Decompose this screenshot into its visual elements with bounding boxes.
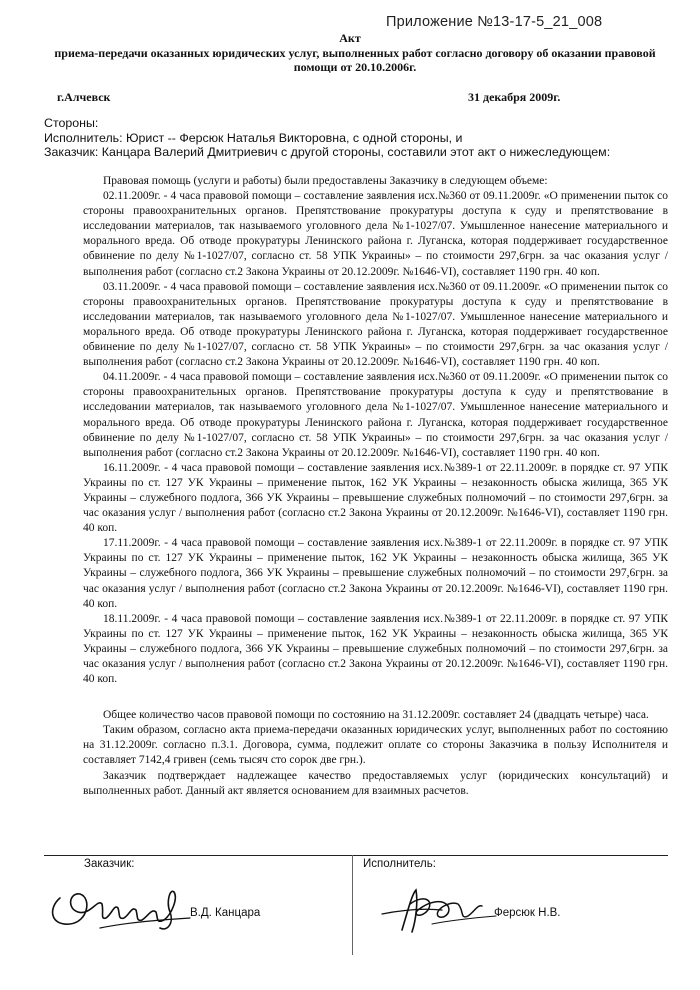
document-date: 31 декабря 2009г. bbox=[468, 90, 561, 104]
document-title: Акт bbox=[339, 31, 361, 45]
customer-signature-name: В.Д. Канцара bbox=[190, 907, 261, 919]
parties-label: Стороны: bbox=[44, 116, 99, 130]
customer-signature-icon bbox=[40, 868, 200, 938]
parties-block bbox=[44, 116, 664, 160]
appendix-reference: Приложение №13-17-5_21_008 bbox=[386, 14, 603, 30]
executor-signature-name: Ферсюк Н.В. bbox=[494, 907, 561, 919]
customer-line: Заказчик: Канцара Валерий Дмитриевич с другой стороны, составили этот акт о нижеследующем: bbox=[44, 145, 611, 160]
act-body bbox=[83, 174, 668, 799]
intro-paragraph: Правовая помощь (услуги и работы) были предоставлены Заказчику в следующем объеме: bbox=[103, 175, 548, 187]
service-item-6: 18.11.2009г. - 4 часа правовой помощи – составление заявления исх.№389-1 от 22.11.2009г. в порядке ст. 97 УПК Украины по ст. 127 УК Украины – применение пыток, 162 УК Украины – незаконность обыска жилища, 365 УК Украины – служебного подлога, 366 УК Украины – превышение служебных полномочий – по стоимости 297,6грн. за час оказания услуг / выполнения работ (согласно ст.2 Закона Украины от 20.12.2009г. №1646-VI), составляет 1190 грн. 40 коп. bbox=[83, 612, 668, 686]
executor-signature-label: Исполнитель: bbox=[363, 858, 436, 870]
customer-signature-label: Заказчик: bbox=[84, 858, 135, 870]
document-subtitle: приема-передачи оказанных юридических услуг, выполненных работ согласно договору об оказании правовой помощи от 20.10.2006г. bbox=[54, 46, 656, 74]
service-item-3: 04.11.2009г. - 4 часа правовой помощи – составление заявления исх.№360 от 09.11.2009г. «О применении пыток со стороны правоохранительных органов. Препятствование прокуратуры доступа к суду и препятствование в исследовании материалов, так называемого уголовного дела №1-1027/07. Умышленное нанесение материального и морального вреда. Об отводе прокуратуры Ленинского района г. Луганска, которая поддерживает государственное обвинение по делу №1-1027/07, согласно ст. 58 УПК Украины» – по стоимости 297,6грн. за час оказания услуг / выполнения работ (согласно ст.2 Закона Украины от 20.12.2009г. №1646-VI), составляет 1190 грн. 40 коп. bbox=[83, 371, 668, 459]
service-item-5: 17.11.2009г. - 4 часа правовой помощи – составление заявления исх.№389-1 от 22.11.2009г. в порядке ст. 97 УПК Украины по ст. 127 УК Украины – применение пыток, 162 УК Украины – незаконность обыска жилища, 365 УК Украины – служебного подлога, 366 УК Украины – превышение служебных полномочий – по стоимости 297,6грн. за час оказания услуг / выполнения работ (согласно ст.2 Закона Украины от 20.12.2009г. №1646-VI), составляет 1190 грн. 40 коп. bbox=[83, 537, 668, 610]
service-item-4: 16.11.2009г. - 4 часа правовой помощи – составление заявления исх.№389-1 от 22.11.2009г. в порядке ст. 97 УПК Украины по ст. 127 УК Украины – применение пыток, 162 УК Украины – незаконность обыска жилища, 365 УК Украины – служебного подлога, 366 УК Украины – превышение служебных полномочий – по стоимости 297,6грн. за час оказания услуг / выполнения работ (согласно ст.2 Закона Украины от 20.12.2009г. №1646-VI), составляет 1190 грн. 40 коп. bbox=[83, 461, 668, 535]
service-item-2: 03.11.2009г. - 4 часа правовой помощи – составление заявления исх.№360 от 09.11.2009г. «О применении пыток со стороны правоохранительных органов. Препятствование прокуратуры доступа к суду и препятствование в исследовании материалов, так называемого уголовного дела №1-1027/07. Умышленное нанесение материального и морального вреда. Об отводе прокуратуры Ленинского района г. Луганска, которая поддерживает государственное обвинение по делу №1-1027/07, согласно ст. 58 УПК Украины» – по стоимости 297,6грн. за час оказания услуг / выполнения работ (согласно ст.2 Закона Украины от 20.12.2009г. №1646-VI), составляет 1190 грн. 40 коп. bbox=[83, 280, 668, 369]
signature-column-divider bbox=[352, 855, 353, 955]
payment-paragraph: Таким образом, согласно акта приема-передачи оказанных юридических услуг, выполненных работ по состоянию на 31.12.2009г. согласно п.3.1. Договора, сумма, подлежит оплате со стороны Заказчика в пользу Исполнителя и составляет 7142,4 гривен (семь тысяч сто сорок две грн.). bbox=[83, 724, 668, 767]
executor-line: Исполнитель: Юрист -- Ферсюк Наталья Викторовна, с одной стороны, и bbox=[44, 130, 463, 145]
place: г.Алчевск bbox=[57, 90, 111, 104]
service-item-1: 02.11.2009г. - 4 часа правовой помощи – составление заявления исх.№360 от 09.11.2009г. «О применении пыток со стороны правоохранительных органов. Препятствование прокуратуры доступа к суду и препятствование в исследовании материалов, так называемого уголовного дела №1-1027/07. Умышленное нанесение материального и морального вреда. Об отводе прокуратуры Ленинского района г. Луганска, которая поддерживает государственное обвинение по делу №1-1027/07, согласно ст. 58 УПК Украины» – по стоимости 297,6грн. за час оказания услуг / выполнения работ (согласно ст.2 Закона Украины от 20.12.2009г. №1646-VI), составляет 1190 грн. 40 коп. bbox=[83, 190, 668, 278]
confirmation-paragraph: Заказчик подтверждает надлежащее качество предоставляемых услуг (юридических консультаций) и выполненных работ. Данный акт является основанием для взаимных расчетов. bbox=[83, 769, 668, 797]
total-hours-paragraph: Общее количество часов правовой помощи по состоянию на 31.12.2009г. составляет 24 (двадцать четыре) часа. bbox=[103, 709, 649, 722]
executor-signature-icon bbox=[372, 880, 502, 940]
signature-divider-line bbox=[44, 855, 668, 856]
